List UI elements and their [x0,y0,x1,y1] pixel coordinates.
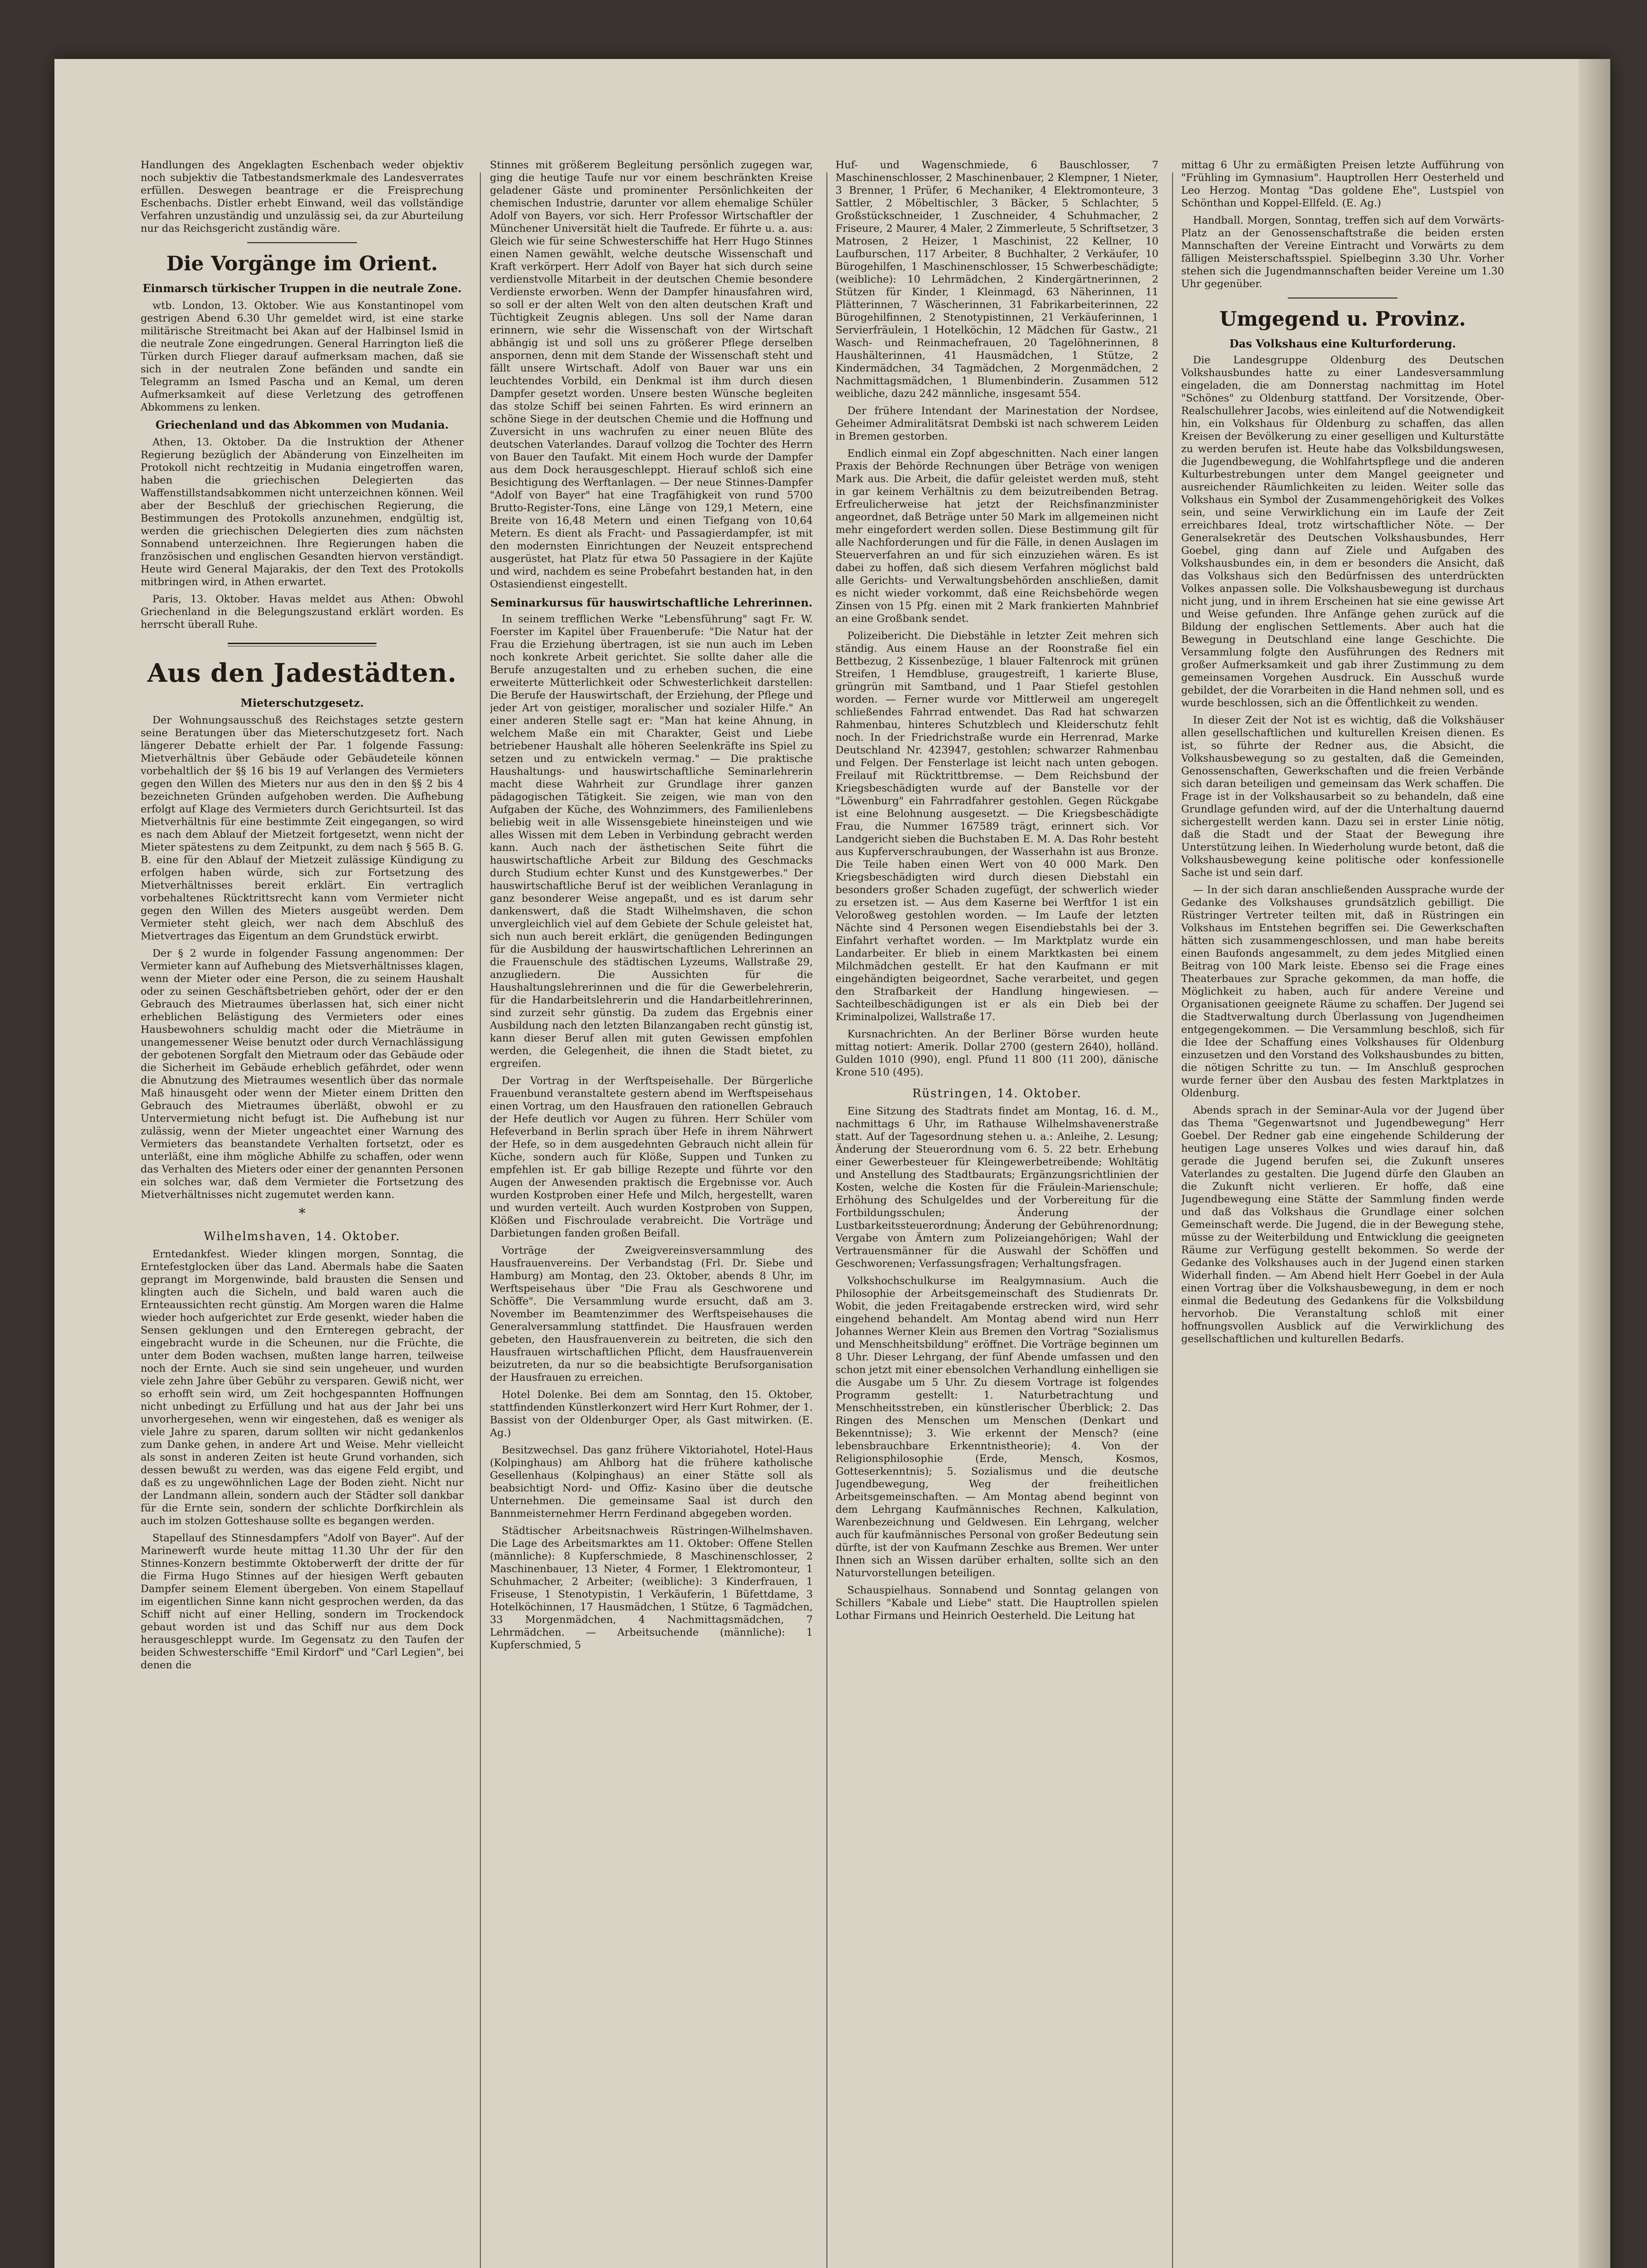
article-text: Schauspielhaus. Sonnabend und Sonntag gelangen von Schillers "Kabale und Liebe" statt. Die Hauptrollen spielen Lothar Firmans und Heinrich Oesterheld. Die Leitung hat [836,1584,1158,1622]
section-heading: Aus den Jadestädten. [147,658,457,688]
article-text: Volkshochschulkurse im Realgymnasium. Auch die Philosophie der Arbeitsgemeinschaft des Studienrats Dr. Wobit, die jeden Freitagabende erstrecken wird, wird sehr eingehend behandelt. Am Montag abend wird nun Herr Johannes Werner Klein aus Bremen den Vortrag "Sozialismus und Menschheitsbildung" eröffnet. Die Vorträge beginnen um 8 Uhr. Dieser Lehrgang, der fünf Abende umfassen und den schon jetzt mit einer ebensolchen Verhandlung einhelligen sie die Ausgabe um 5 Uhr. Zu diesem Vortrage ist folgendes Programm gestellt: 1. Naturbetrachtung und Menschheitsstreben, ein künstlerischer Überblick; 2. Das Ringen des Menschen um Menschen (Denkart und Bekenntnisse); 3. Wie erkennt der Mensch? (eine lebensbrauchbare Erkenntnistheorie); 4. Von der Religionsphilosophie (Erde, Mensch, Kosmos, Gotteserkenntnis); 5. Sozialismus und die deutsche Jugendbewegung, Weg der freiheitlichen Arbeitsgemeinschaften. — Am Montag abend beginnt von dem Lehrgang Kaufmännisches Rechnen, Kalkulation, Warenbezeichnung und Geldwesen. Ein Lehrgang, welcher auch für kaufmännisches Personal von großer Bedeutung sein dürfte, ist der von Kaufmann Zeschke aus Bremen. Wer unter Ihnen sich an Wissen darüber erhalten, sollte sich an den Naturvorstellungen beteiligen. [836,1275,1158,1579]
article-text: Erntedankfest. Wieder klingen morgen, Sonntag, die Erntefestglocken über das Land. Abermals habe die Saaten geprangt im Morgenwinde, bald brausten die Sensen und klingten auch die Sicheln, und bald waren auch die Ernteaussichten recht günstig. Am Morgen waren die Halme wieder hoch aufgerichtet zur Erde gesenkt, wieder haben die Sensen geklungen und den Ernteregen gebracht, der eingebracht wurde in die Scheunen, nur die Früchte, die unter dem Boden wachsen, mußten lange harren, teilweise noch der Ernte. Auch sie sind sein ungeheuer, und wurden viele zehn Jahre über Gebühr zu versparen. Gewiß nicht, wer so erhofft sein wird, um Zeit hochgespannten Hoffnungen nicht unbedingt zu Erfüllung und hat aus der Jahr bei uns unvorhergesehen, wenn wir eingestehen, daß es weniger als viele Jahre zu sparen, darum sollten wir nicht gedankenlos zum Danke gehen, in andere Art und Weise. Mehr vielleicht als sonst in anderen Zeiten ist heute Grund vorhanden, sich dessen bewußt zu werden, was das eigene Feld ergibt, und daß es zu ungewöhnlichen Lage der Boden zieht. Nicht nur der Landmann allein, sondern auch der Städter soll dankbar für die Ernte sein, sondern der schlichte Dorfkirchlein als auch im stolzen Gotteshause sollte es begangen werden. [141,1248,464,1527]
article-text: Paris, 13. Oktober. Havas meldet aus Athen: Obwohl Griechenland in die Belegungszustand erklärt worden. Es herrscht überall Ruhe. [141,593,464,631]
column-rule [480,172,481,2268]
dateline: Wilhelmshaven, 14. Oktober. [204,1230,401,1243]
article-text: Abends sprach in der Seminar-Aula vor der Jugend über das Thema "Gegenwartsnot und Jugendbewegung" Herr Goebel. Der Redner gab eine eingehende Schilderung der heutigen Lage unseres Volkes und wies darauf hin, daß gerade die Jugend berufen sei, die Zukunft unseres Vaterlandes zu gestalten. Die Jugend dürfe den Glauben an die Zukunft nicht verlieren. Er hoffe, daß eine Jugendbewegung eine Stätte der Sammlung finden werde und daß das Volkshaus die Grundlage einer solchen Gemeinschaft werde. Die Jugend, die in der Bewegung stehe, müsse zu der Weiterbildung und Entwicklung die geeigneten Räume zur Verfügung gestellt bekommen. So werde der Gedanke des Volkshauses auch in der Jugend einen starken Widerhall finden. — Am Abend hielt Herr Goebel in der Aula einen Vortrag über die Volkshausbewegung, in dem er noch einmal die Bedeutung des Gedankens für die Volksbildung hervorhob. Die Veranstaltung schloß mit einer hoffnungsvollen Ausblick auf die Verwirklichung des gesellschaftlichen und kulturellen Bedarfs. [1181,1105,1504,1345]
article-text: Hotel Dolenke. Bei dem am Sonntag, den 15. Oktober, stattfindenden Künstlerkonzert wird Herr Kurt Rohmer, der 1. Bassist von der Oldenburger Oper, als Gast mitwirken. (E. Ag.) [490,1389,813,1439]
separator-asterisk: * [298,1206,306,1222]
article-text: Stinnes mit größerem Begleitung persönlich zugegen war, ging die heutige Taufe nur vor einem beschränkten Kreise geladener Gäste und prominenter Persönlichkeiten der chemischen Industrie, darunter vor allem ehemalige Schüler Adolf von Bayers, vor sich. Herr Professor Wirtschaftler der Münchener Universität hielt die Taufrede. Er führte u. a. aus: Gleich wie für seine Schwesterschiffe hat Herr Hugo Stinnes einen Namen gewählt, welche deutsche Wissenschaft und Kraft verkörpert. Herr Adolf von Bayer hat sich durch seine verdienstvolle Mitarbeit in der deutschen Chemie besondere Verdienste erworben. Wenn der Dampfer hinausfahren wird, so soll er der alten Welt von den alten deutschen Kraft und Tüchtigkeit Zeugnis ablegen. Uns soll der Name daran erinnern, wie sehr die Wissenschaft von der Wirtschaft abhängig ist und soll uns zu größerer Pflege derselben anspornen, denn mit dem Stande der Wissenschaft steht und fällt unsere Wirtschaft. Adolf von Bauer war uns ein leuchtendes Vorbild, ein Denkmal ist ihm durch diesen Dampfer gesetzt worden. Unsere besten Wünsche begleiten das stolze Schiff bei seinen Fahrten. Es wird erinnern an schöne Siege in der deutschen Chemie und die Hoffnung und Zuversicht in uns wachrufen zu einer neuen Blüte des deutschen Vaterlandes. Darauf vollzog die Tochter des Herrn von Bauer den Taufakt. Mit einem Hoch wurde der Dampfer aus dem Dock herausgeschleppt. Hierauf schloß sich eine Besichtigung des Werftanlagen. — Der neue Stinnes-Dampfer "Adolf von Bayer" hat eine Tragfähigkeit von rund 5700 Brutto-Register-Tons, eine Länge von 129,1 Metern, eine Breite von 16,48 Metern und einen Tiefgang von 10,64 Metern. Es dient als Fracht- und Passagierdampfer, ist mit den modernsten Einrichtungen der Neuzeit entsprechend ausgerüstet, hat Platz für etwa 50 Passagiere in der Kajüte und wird, nachdem es seine Probefahrt bestanden hat, in den Ostasiendienst eingestellt. [490,159,813,590]
newspaper-page [54,59,1610,2268]
column-3 [836,159,1158,2268]
article-text: Der § 2 wurde in folgender Fassung angenommen: Der Vermieter kann auf Aufhebung des Mietsverhältnisses klagen, wenn der Mieter oder eine Person, die zu seinem Haushalt oder zu seinen Geschäftsbetrieben gehört, oder der er den Gebrauch des Mietraumes überlassen hat, sich einer nicht erheblichen Belästigung des Vermieters oder eines Hausbewohners schuldig macht oder die Mieträume in unangemessener Weise benutzt oder durch Vernachlässigung der gebotenen Sorgfalt den Mietraum oder das Gebäude oder die Sicherheit im Gebäude erheblich gefährdet, oder wenn die Abnutzung des Mietraumes wesentlich über das normale Maß hinausgeht oder wenn der Mieter einem Dritten den Gebrauch des Mietraumes überläßt, obwohl er zu Untervermietung nicht befugt ist. Die Aufhebung ist nur zulässig, wenn der Mieter ungeachtet einer Warnung des Vermieters das beanstandete Verhalten fortsetzt, oder es unterläßt, eine ihm mögliche Abhilfe zu schaffen, oder wenn das Verhalten des Mieters oder einer der genannten Personen ein solches war, daß dem Vermieter die Fortsetzung des Mietverhältnisses nicht zugemutet werden kann. [141,948,464,1201]
article-text: Vorträge der Zweigvereinsversammlung des Hausfrauenvereins. Der Verbandstag (Frl. Dr. Siebe und Hamburg) am Montag, den 23. Oktober, abends 8 Uhr, im Werftspeisehaus über "Die Frau als Geschworene und Schöffe". Die Versammlung wurde ersucht, daß am 3. November im Beamtenzimmer des Werftspeisehauses die Generalversammlung stattfindet. Die Hausfrauen werden gebeten, den Hausfrauenverein zu beitreten, die sich den Hausfrauen wirtschaftlichen Pflicht, dem Hausfrauenverein beizutreten, da nur so die beabsichtigte Berufsorganisation der Hausfrauen zu erreichen. [490,1245,813,1383]
subheading: Seminarkursus für hauswirtschaftliche Lehrerinnen. [490,596,813,609]
article-text: Stapellauf des Stinnesdampfers "Adolf von Bayer". Auf der Marinewerft wurde heute mittag 11.30 Uhr der für den Stinnes-Konzern bestimmte Oktoberwerft der dritte der für die Firma Hugo Stinnes auf der hiesigen Werft gebauten Dampfer seinem Element übergeben. Von einem Stapellauf im eigentlichen Sinne kann nicht gesprochen werden, da das Schiff nicht auf einer Helling, sondern im Trockendock gebaut worden ist und das Schiff nur aus dem Dock herausgeschleppt wurde. Im Gegensatz zu den Taufen der beiden Schwesterschiffe "Emil Kirdorf" und "Carl Legien", bei denen die [141,1532,464,1671]
subheading: Einmarsch türkischer Truppen in die neutrale Zone. [142,282,462,295]
article-text: Der Wohnungsausschuß des Reichstages setzte gestern seine Beratungen über das Mieterschutzgesetz fort. Nach längerer Debatte erhielt der Par. 1 folgende Fassung: Mietverhältnis über Gebäude oder Gebäudeteile können vorbehaltlich der §§ 16 bis 19 auf Verlangen des Vermieters gegen den Willen des Mieters nur aus den in den §§ 2 bis 4 bezeichneten Gründen aufgehoben werden. Die Aufhebung erfolgt auf Klage des Vermieters durch Gerichtsurteil. Ist das Mietverhältnis für eine bestimmte Zeit eingegangen, so wird es nach dem Ablauf der Mietzeit fortgesetzt, wenn nicht der Mieter spätestens zu dem Zeitpunkt, zu dem nach § 565 B. G. B. eine für den Ablauf der Mietzeit zulässige Kündigung zu erfolgen haben würde, sich zur Fortsetzung des Mietverhältnisses bereit erklärt. Ein vertraglich vorbehaltenes Rücktrittsrecht kann vom Vermieter nicht gegen den Willen des Mieters ausgeübt werden. Dem Vermieter steht gleich, wer nach dem Abschluß des Mietvertrages das Eigentum an dem Grundstück erwirbt. [141,714,464,942]
columns-container [141,159,1510,2268]
column-rule [1172,172,1173,2268]
article-text: wtb. London, 13. Oktober. Wie aus Konstantinopel vom gestrigen Abend 6.30 Uhr gemeldet wird, ist eine starke militärische Streitmacht bei Akan auf der Halbinsel Ismid in die neutrale Zone eingedrungen. General Harrington ließ die Türken durch Flieger darauf aufmerksam machen, daß sie sich in der neutralen Zone befänden und sandte ein Telegramm an Ismed Pascha und an Kemal, um deren Aufmerksamkeit auf diese Verletzung des getroffenen Abkommens zu lenken. [141,300,464,413]
article-text: Huf- und Wagenschmiede, 6 Bauschlosser, 7 Maschinenschlosser, 2 Maschinenbauer, 2 Klempner, 1 Nieter, 3 Brenner, 1 Prüfer, 6 Mechaniker, 4 Elektromonteure, 3 Sattler, 2 Möbeltischler, 3 Bäcker, 5 Schlachter, 5 Großstückschneider, 1 Zuschneider, 4 Schuhmacher, 2 Friseure, 2 Maurer, 4 Maler, 2 Zimmerleute, 5 Schriftsetzer, 3 Matrosen, 2 Heizer, 1 Maschinist, 22 Kellner, 10 Laufburschen, 117 Arbeiter, 8 Buchhalter, 2 Verkäufer, 10 Bürogehilfen, 1 Maschinenschlosser, 15 Schwerbeschädigte; (weibliche): 10 Lehrmädchen, 2 Kindergärtnerinnen, 2 Stützen für Kinder, 1 Kleinmagd, 63 Näherinnen, 11 Plätterinnen, 7 Wäscherinnen, 31 Fabrikarbeiterinnen, 22 Bürogehilfinnen, 2 Stenotypistinnen, 21 Verkäuferinnen, 1 Servierfräulein, 1 Hotelköchin, 12 Mädchen für Gastw., 21 Wasch- und Reinmachefrauen, 20 Tagelöhnerinnen, 8 Haushälterinnen, 41 Hausmädchen, 1 Stütze, 2 Kindermädchen, 34 Tagmädchen, 2 Morgenmädchen, 2 Nachmittagsmädchen, 1 Blumenbinderin. Zusammen 512 weibliche, dazu 242 männliche, insgesamt 554. [836,159,1158,400]
subheading: Das Volkshaus eine Kulturforderung. [1229,337,1456,350]
column-4 [1181,159,1504,2268]
article-text: In seinem trefflichen Werke "Lebensführung" sagt Fr. W. Foerster im Kapitel über Frauenberufe: "Die Natur hat der Frau die Erziehung übertragen, ist sie nun auch im Leben noch konkrete Arbeit gerichtet. Sie sollte daher alle die Berufe anzugestalten und zu erheben suchen, die eine erweiterte Mütterlichkeit oder Schwesterlichkeit darstellen: Die Berufe der Hauswirtschaft, der Erziehung, der Pflege und jeder Art von geistiger, moralischer und sozialer Hilfe." An einer anderen Stelle sagt er: "Man hat keine Ahnung, in welchem Maße ein mit Charakter, Geist und Liebe betriebener Haushalt alle höheren Seelenkräfte ins Spiel zu setzen und zu entwickeln vermag." — Die praktische Haushaltungs- und hauswirtschaftliche Seminarlehrerin macht diese Wahrheit zur Grundlage ihrer ganzen pädagogischen Tätigkeit. Sie zeigen, wie man von den Aufgaben der Küche, des Wohnzimmers, des Familienlebens beliebig weit in alle Wissensgebiete hineinsteigen und wie alles Wissen mit dem Leben in Verbindung gebracht werden kann. Auch nach der ästhetischen Seite führt die hauswirtschaftliche Arbeit zur Bildung des Geschmacks durch Studium echter Kunst und des Kunstgewerbes." Der hauswirtschaftliche Beruf ist der weiblichen Veranlagung in ganz besonderer Weise angepaßt, und es ist darum sehr dankenswert, daß die Stadt Wilhelmshaven, die schon unvergleichlich viel auf dem Gebiete der Schule geleistet hat, sich nun auch bereit erklärt, die genügenden Bedingungen für die Ausbildung der hauswirtschaftlichen Lehrerinnen an die Frauenschule des städtischen Lyzeums, Wallstraße 29, anzugliedern. Die Aussichten für die Haushaltungslehrerinnen und die für die Gewerbelehrerin, für die Handarbeitslehrerin und die Handarbeitlehrerinnen, sind zurzeit sehr günstig. Da zudem das Ergebnis einer Ausbildung nach den letzten Bilanzangaben recht günstig ist, kann dieser Beruf allen mit guten Gewissen empfohlen werden, die Gelegenheit, die ihnen die Stadt bietet, zu ergreifen. [490,613,813,1070]
article-text: Handball. Morgen, Sonntag, treffen sich auf dem Vorwärts-Platz an der Genossenschaftstraße die beiden ersten Mannschaften der Vereine Eintracht und Vorwärts zu dem fälligen Meisterschaftsspiel. Spielbeginn 3.30 Uhr. Vorher stehen sich die Jugendmannschaften beider Vereine um 1.30 Uhr gegenüber. [1181,215,1504,290]
article-text: Polizeibericht. Die Diebstähle in letzter Zeit mehren sich ständig. Aus einem Hause an der Roonstraße fiel ein Bettbezug, 2 Kissenbezüge, 1 blauer Faltenrock mit grünen Streifen, 1 Hemdbluse, graugestreift, 1 karierte Bluse, grüngrün mit Samtband, und 1 Paar Stiefel gestohlen worden. — Ferner wurde vor Mittlerweil am ungeregelt schließendes Fahrrad entwendet. Das Rad hat schwarzen Rahmenbau, hinteres Schutzblech und Kleiderschutz fehlt noch. In der Friedrichstraße wurde ein Herrenrad, Marke Deutschland Nr. 423947, gestohlen; schwarzer Rahmenbau und Felgen. Der Fensterlage ist leicht nach unten gebogen. Freilauf mit Rücktrittbremse. — Dem Reichsbund der Kriegsbeschädigten wurde auf der Banstelle vor der "Löwenburg" ein Fahrradfahrer gestohlen. Gegen Rückgabe ist eine Belohnung ausgesetzt. — Die Kriegsbeschädigte Frau, die Nummer 167589 trägt, erinnert sich. Vor Landgericht sieben die Buchstaben E. M. A. Das Rohr besteht aus Kupferverschraubungen, der Wasserhahn ist aus Bronze. Die Teile haben einen Wert von 40 000 Mark. Den Kriegsbeschädigten wird durch diesen Diebstahl ein besonders großer Schaden zugefügt, der schwerlich wieder zu ersetzen ist. — Aus dem Kaserne bei Werftfor 1 ist ein Veloroßweg gestohlen worden. — Im Laufe der letzten Nächte sind 4 Personen wegen Eisendiebstahls bei der 3. Einfahrt verhaftet worden. — Im Marktplatz wurde ein Landarbeiter. Er blieb in einem Marktkasten bei einem Milchmädchen gestellt. Er hat den Kaufmann er mit eingehändigten beigeordnet, Sache verarbeitet, und gegen den Strafbarkeit der Handlung hingewiesen. — Sachteilbeschädigungen ist er als ein Dieb bei der Kriminalpolizei, Wallstraße 17. [836,630,1158,1023]
article-text: mittag 6 Uhr zu ermäßigten Preisen letzte Aufführung von "Frühling im Gymnasium". Hauptrollen Herr Oesterheld und Leo Herzog. Montag "Das goldene Ehe", Lustspiel von Schönthan und Koppel-Ellfeld. (E. Ag.) [1181,159,1504,209]
article-text: Besitzwechsel. Das ganz frühere Viktoriahotel, Hotel-Haus (Kolpinghaus) am Ahlborg hat die frühere katholische Gesellenhaus (Kolpinghaus) an einer Stätte soll als beabsichtigt Nord- und Offiz- Kasino über die deutsche Unternehmen. Die gemeinsame Saal ist durch den Bannmeisternehmer Herrn Ferdinand abgegeben worden. [490,1444,813,1520]
article-text: Die Landesgruppe Oldenburg des Deutschen Volkshausbundes hatte zu einer Landesversammlung eingeladen, die am Donnerstag nachmittag im Hotel "Schönes" zu Oldenburg stattfand. Der Vorsitzende, Ober-Realschullehrer Jacobs, wies einleitend auf die Notwendigkeit hin, ein Volkshaus für Oldenburg zu schaffen, das allen Kreisen der Bevölkerung zu einer geselligen und Kulturstätte zu werden berufen ist. Heute habe das Volksbildungswesen, die Jugendbewegung, die Wohlfahrtspflege und die anderen Kulturbestrebungen unter dem Mangel geeigneter und ausreichender Räumlichkeiten zu leiden. Weiter solle das Volkshaus ein Symbol der Zusammengehörigkeit des Volkes sein, und seine Verwirklichung ein im Laufe der Zeit erreichbares Ideal, trotz wirtschaftlicher Nöte. — Der Generalsekretär des Deutschen Volkshausbundes, Herr Goebel, ging dann auf Ziele und Aufgaben des Volkshausbundes ein, in dem er besonders die Ansicht, daß das Volkshaus sich den Bedürfnissen des unterdrückten Volkes anpassen solle. Die Volkshausbewegung ist durchaus nicht jung, und in ihrem Erscheinen hat sie eine gewisse Art und Weise gefunden. Ihre Anfänge gehen zurück auf die Bildung der englischen Settlements. Aber auch hat die Bewegung in Deutschland eine lange Geschichte. Die Versammlung folgte den Ausführungen des Redners mit großer Aufmerksamkeit und gab ihrer Zustimmung zu dem gemeinsamen Vorgehen Ausdruck. Ein Ausschuß wurde gebildet, der die Vorarbeiten in die Hand nehmen soll, und es wurde beschlossen, sich an die Öffentlichkeit zu wenden. [1181,354,1504,709]
page-edge [1579,59,1610,2268]
article-text: Der frühere Intendant der Marinestation der Nordsee, Geheimer Admiralitätsrat Dembski ist nach schwerem Leiden in Bremen gestorben. [836,405,1158,442]
article-text: — In der sich daran anschließenden Aussprache wurde der Gedanke des Volkshauses grundsätzlich gebilligt. Die Rüstringer Vertreter teilten mit, daß in Rüstringen ein Volkshaus im Entstehen begriffen sei. Die Gewerkschaften hätten sich zusammengeschlossen, und man habe bereits einen Baufonds angesammelt, zu dem jedes Mitglied einen Beitrag von 100 Mark leiste. Ebenso sei die Frage eines Theaterbaues zur Sprache gekommen, da man hoffe, die Möglichkeit zu haben, auch für andere Vereine und Organisationen geeignete Räume zu schaffen. Der Jugend sei die Stadtverwaltung durch Überlassung von Jugendheimen entgegengekommen. — Die Versammlung beschloß, sich für die Idee der Schaffung eines Volkshauses für Oldenburg einzusetzen und den Vorstand des Volkshausbundes zu bitten, die nötigen Schritte zu tun. — Im Anschluß gesprochen wurde ferner über den Ausbau des festen Marktplatzes in Oldenburg. [1181,884,1504,1099]
article-text: Der Vortrag in der Werftspeisehalle. Der Bürgerliche Frauenbund veranstaltete gestern abend im Werftspeisehaus einen Vortrag, um den Hausfrauen den rationellen Gebrauch der Hefe deutlich vor Augen zu führen. Herr Schüler vom Hefeverband in Berlin sprach über Hefe in ihrem Nährwert der Hefe, so in dem ausgedehnten Gebrauch nicht allein für Küche, sondern auch für Klöße, Suppen und Tunken zu empfehlen ist. Er gab billige Rezepte und führte vor den Augen der Anwesenden praktisch die Ergebnisse vor. Auch wurden Kostproben einer Hefe und Milch, hergestellt, waren und wurden verteilt. Auch wurden Kostproben von Suppen, Klößen und Fischroulade verabreicht. Die Vorträge und Darbietungen fanden großen Beifall. [490,1075,813,1239]
divider [228,643,376,646]
section-heading: Umgegend u. Provinz. [1219,308,1466,331]
article-text: Städtischer Arbeitsnachweis Rüstringen-Wilhelmshaven. Die Lage des Arbeitsmarktes am 11. Oktober: Offene Stellen (männliche): 8 Kupferschmiede, 8 Maschinenschlosser, 2 Maschinenbauer, 13 Nieter, 4 Former, 1 Elektromonteur, 1 Schuhmacher, 2 Arbeiter; (weibliche): 3 Kinderfrauen, 1 Friseuse, 1 Stenotypistin, 1 Verkäuferin, 1 Büfettdame, 3 Hotelköchinnen, 17 Hausmädchen, 1 Stütze, 6 Tagmädchen, 33 Morgenmädchen, 4 Nachmittagsmädchen, 7 Lehrmädchen. — Arbeitsuchende (männliche): 1 Kupferschmied, 5 [490,1525,813,1651]
column-2 [490,159,813,2268]
section-heading: Die Vorgänge im Orient. [166,252,438,275]
subheading: Mieterschutzgesetz. [240,696,364,709]
article-text: In dieser Zeit der Not ist es wichtig, daß die Volkshäuser allen gesellschaftlichen und kulturellen Kreisen dienen. Es ist, so führte der Redner aus, die Absicht, die Volkshausbewegung so zu gestalten, daß die Gemeinden, Genossenschaften, Gewerkschaften und die freien Verbände sich daran beteiligen und gemeinsam das Werk schaffen. Die Frage ist in der Volkshausarbeit so zu behandeln, daß eine Grundlage gefunden wird, auf der die Unterhaltung dauernd sichergestellt werden kann. Dazu sei in erster Linie nötig, daß die Stadt und der Staat der Bewegung ihre Unterstützung leihen. In Wiederholung wurde betont, daß die Volkshausbewegung keine politische oder konfessionelle Sache ist und sein darf. [1181,714,1504,879]
article-text: Eine Sitzung des Stadtrats findet am Montag, 16. d. M., nachmittags 6 Uhr, im Rathause Wilhelmshavenerstraße statt. Auf der Tagesordnung stehen u. a.: Anleihe, 2. Lesung; Änderung der Steuerordnung vom 6. 5. 22 betr. Erhebung einer Gewerbesteuer für Kleingewerbetreibende; Wohltätig und Anstellung des Stadtbaurats; Ergänzungsrichtlinien der Kosten, welche die Kosten für die Fräulein-Marienschule; Erhöhung des Schulgeldes und der Vorbereitung für die Fortbildungsschulen; Änderung der Lustbarkeitssteuerordnung; Änderung der Gebührenordnung; Vergabe von Ämtern zum Polizeiangehörigen; Wahl der Vertrauensmänner für die Auswahl der Schöffen und Geschworenen; Verfassungsfragen; Verhaltungsfragen. [836,1105,1158,1270]
article-text: Handlungen des Angeklagten Eschenbach weder objektiv noch subjektiv die Tatbestandsmerkmale des Landesverrates erfüllen. Deswegen beantrage er die Freisprechung Eschenbachs. Distler erhebt Einwand, weil das vollständige Verfahren unzuständig und unzulässig sei, da zur Aburteilung nur das Reichsgericht zuständig wäre. [141,159,464,235]
dateline: Rüstringen, 14. Oktober. [912,1087,1082,1100]
subheading: Griechenland und das Abkommen von Mudania. [155,418,449,431]
divider [247,242,357,243]
article-text: Athen, 13. Oktober. Da die Instruktion der Athener Regierung bezüglich der Abänderung von Einzelheiten im Protokoll nicht rechtzeitig in Mudania eingetroffen waren, haben die griechischen Delegierten das Waffenstillstandsabkommen nicht unterzeichnen können. Weil aber der Beschluß der griechischen Regierung, die Bestimmungen des Protokolls anzunehmen, endgültig ist, werden die griechischen Delegierten dies zum nächsten Sonnabend unterzeichnen. Ihre Regierungen haben die französischen und englischen Gesandten hiervon verständigt. Heute wird General Majarakis, der den Text des Protokolls mitbringen wird, in Athen erwartet. [141,436,464,588]
column-1 [141,159,464,2268]
article-text: Kursnachrichten. An der Berliner Börse wurden heute mittag notiert: Amerik. Dollar 2700 (gestern 2640), holländ. Gulden 1010 (990), engl. Pfund 11 800 (11 200), dänische Krone 510 (495). [836,1028,1158,1078]
article-text: Endlich einmal ein Zopf abgeschnitten. Nach einer langen Praxis der Behörde Rechnungen über Beträge von wenigen Mark aus. Die Arbeit, die dafür geleistet werden muß, steht in gar keinem Verhältnis zu dem beizutreibenden Betrag. Erfreulicherweise hat jetzt der Reichsfinanzminister angeordnet, daß Beträge unter 50 Mark im allgemeinen nicht mehr eingefordert werden sollen. Diese Bestimmung gilt für alle Nachforderungen und für die Fälle, in denen Auslagen im Steuerverfahren an und für sich einzuziehen wären. Es ist dabei zu hoffen, daß sich diesem Verfahren möglichst bald alle Gerichts- und Verwaltungsbehörden anschließen, damit es nicht wieder vorkommt, daß eine Reichsbehörde wegen Zinsen von 15 Pfg. einen mit 2 Mark frankierten Mahnbrief an eine Großbank sendet. [836,448,1158,625]
column-rule [826,172,827,2268]
